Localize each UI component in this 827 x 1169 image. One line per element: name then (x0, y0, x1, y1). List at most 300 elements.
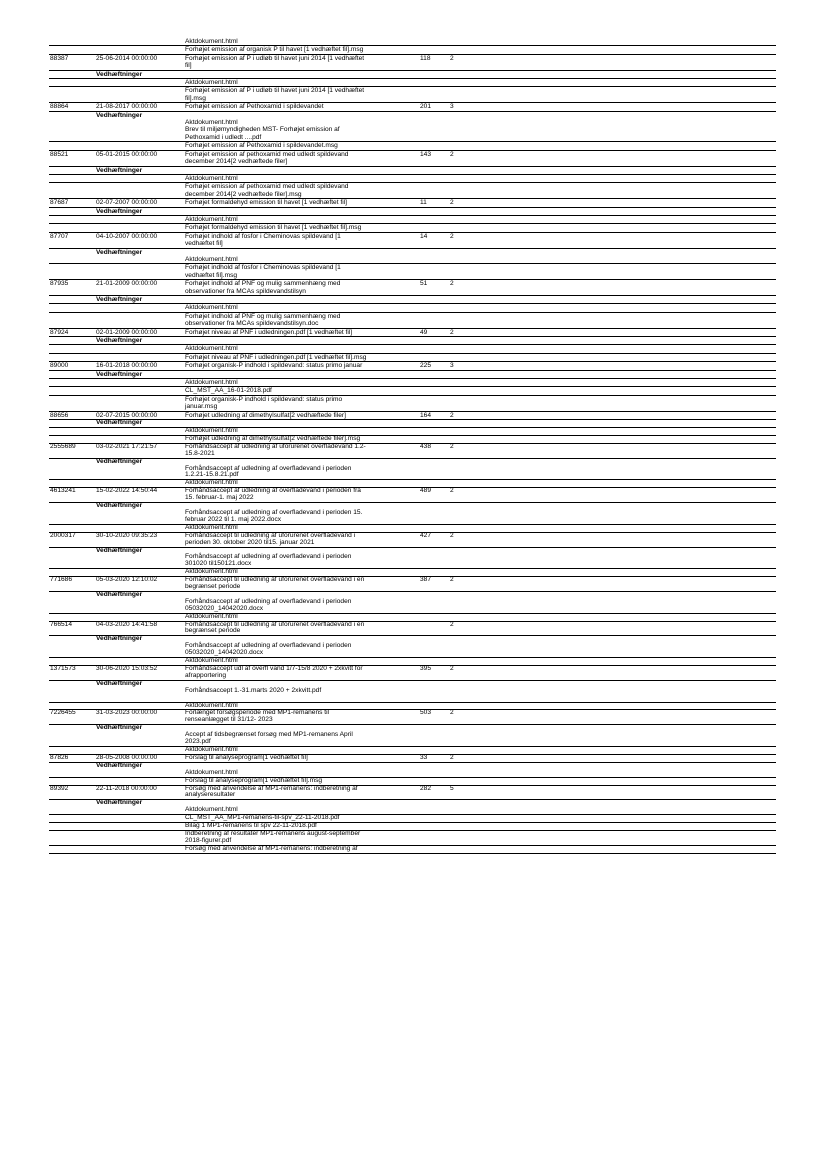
record-id (49, 87, 96, 102)
record-title: Forhåndsaccept af udledning af overfladevand i perioden 1.2.21-15.8.21.pdf (185, 464, 352, 479)
attachments-header-row (49, 763, 776, 770)
record-count: 2 (450, 709, 454, 717)
record-id (49, 831, 96, 845)
record-id (49, 592, 96, 599)
attachments-header-row (49, 420, 776, 428)
record-date (96, 436, 185, 443)
record-count (450, 592, 470, 599)
record-id (49, 614, 96, 621)
record-pages (420, 224, 450, 231)
record-date (96, 658, 185, 665)
record-pages (420, 599, 450, 613)
record-count (450, 725, 470, 732)
record-title (185, 420, 420, 427)
attachment-row (49, 658, 776, 666)
record-count (450, 436, 470, 443)
record-pages: 14 (420, 232, 428, 240)
record-id: 4613241 (50, 487, 76, 495)
attachment-row (49, 216, 776, 224)
record-pages: 49 (420, 328, 428, 336)
record-date (96, 770, 185, 777)
record-title: Accept af tidsbegrænset forsøg med MP1-remanens April 2023.pdf (185, 731, 353, 746)
record-id (49, 46, 96, 53)
attachments-label: Vedhæftninger (96, 296, 143, 303)
record-title: Aktdokument.html Brev til miljømyndigheden MST- Forhøjet emission af Pethoxamid i udledt ....pdf (185, 119, 340, 141)
record-id (49, 503, 96, 510)
record-date: 30-06-2020 15:03:52 (96, 665, 158, 672)
record-pages (420, 569, 450, 576)
record-pages (420, 428, 450, 435)
record-title: Aktdokument.html (185, 174, 238, 182)
record-id (49, 569, 96, 576)
attachment-row (49, 466, 776, 481)
record-id: 2000317 (50, 531, 76, 539)
record-pages: 438 (420, 442, 432, 450)
record-date (96, 387, 185, 394)
record-row (49, 329, 776, 337)
record-pages (420, 688, 450, 702)
record-count (450, 703, 470, 710)
record-title (185, 71, 420, 78)
record-row (49, 577, 776, 592)
record-date: 28-05-2008 00:00:00 (96, 753, 158, 761)
record-pages: 225 (420, 362, 432, 370)
record-date (96, 778, 185, 785)
record-id (49, 658, 96, 665)
record-count (450, 175, 470, 182)
record-pages: 11 (420, 199, 427, 207)
record-count: 2 (450, 328, 454, 336)
attachments-header-row (49, 71, 776, 79)
record-count: 2 (450, 411, 454, 419)
record-pages (420, 79, 450, 86)
record-count (450, 387, 470, 394)
record-count (450, 46, 470, 53)
record-pages (420, 636, 450, 643)
record-title: Forhåndsaccept af udledning af overfladevand i perioden fra 15. februar-1. maj 2022 (185, 487, 361, 502)
record-pages (420, 167, 450, 174)
record-count: 2 (450, 54, 454, 62)
record-date: 02-07-2007 00:00:00 (96, 199, 158, 207)
record-title: Aktdokument.html (185, 479, 238, 487)
record-pages (420, 831, 450, 845)
record-title: Bilag 1 MP1-remanens til spv 22-11-2018.pdf (185, 822, 317, 830)
record-count: 2 (450, 280, 454, 288)
record-title (185, 208, 420, 215)
record-count: 2 (450, 487, 454, 495)
record-count (450, 396, 470, 411)
record-id (49, 480, 96, 487)
record-title: Forhøjet indhold af PNF og mulig sammenhæng med observationer fra MCAs spildevandstilsyn.doc (185, 312, 341, 328)
record-date (96, 599, 185, 613)
record-title: Aktdokument.html (185, 255, 238, 263)
record-pages (420, 379, 450, 386)
attachments-label: Vedhæftninger (96, 799, 143, 807)
record-id: 1371573 (50, 665, 76, 672)
record-id: 88864 (50, 103, 69, 111)
record-title: Aktdokument.html (185, 568, 238, 576)
record-count: 5 (450, 784, 454, 792)
record-count (450, 71, 470, 78)
record-title: Forhåndsaccept til udledning af uforurenet overfladevand i en begrænset periode (185, 620, 365, 635)
record-pages (420, 436, 450, 443)
record-id (49, 304, 96, 311)
record-count (450, 643, 470, 657)
record-id (49, 224, 96, 231)
record-pages (420, 304, 450, 311)
record-count (450, 815, 470, 822)
attachment-row (49, 87, 776, 103)
record-title: Aktdokument.html (185, 79, 238, 87)
record-pages (420, 778, 450, 785)
record-pages (420, 548, 450, 555)
record-title: Forhøjet udledning af dimethylsulfat[2 vedhæftede filer].msg (185, 434, 361, 442)
record-id: 87935 (50, 280, 69, 288)
record-date (96, 264, 185, 279)
record-row (49, 444, 776, 459)
record-pages (420, 142, 450, 149)
record-count: 2 (450, 150, 454, 158)
record-title: Forsøg med anvendelse af MP1-remanens: indberetning af (185, 844, 358, 852)
record-count (450, 428, 470, 435)
record-pages (420, 658, 450, 665)
record-title: Forhøjet indhold af fosfor i Cheminovas spildevand [1 vedhæftet fil].msg (185, 264, 341, 279)
record-date (96, 831, 185, 845)
record-row (49, 710, 776, 725)
record-pages: 164 (420, 411, 432, 419)
record-pages (420, 554, 450, 568)
attachment-row (49, 846, 776, 854)
record-id (49, 436, 96, 443)
record-pages (420, 770, 450, 777)
attachments-header-row (49, 112, 776, 119)
attachments-label: Vedhæftninger (96, 679, 143, 687)
record-count (450, 747, 470, 754)
attachments-label: Vedhæftninger (96, 370, 143, 378)
record-count (450, 548, 470, 555)
attachment-row (49, 614, 776, 622)
record-date: 22-11-2018 00:00:00 (96, 784, 157, 792)
attachments-label: Vedhæftninger (96, 724, 143, 732)
record-date: 03-02-2021 17:21:57 (96, 442, 158, 450)
attachments-label: Vedhæftninger (96, 502, 143, 510)
attachment-row (49, 379, 776, 387)
record-id (49, 167, 96, 174)
record-pages (420, 337, 450, 344)
record-row (49, 362, 776, 370)
record-id (49, 249, 96, 256)
record-title: Forlænget forsøgsperiode med MP1-remanens til renseanlægget til 31/12- 2023 (185, 709, 330, 724)
attachment-row (49, 525, 776, 533)
record-title: Forhøjet niveau af PNF i udledningen.pdf [1 vedhæftet fil].msg (185, 353, 367, 361)
record-date (96, 224, 185, 231)
record-id (49, 800, 96, 807)
record-row (49, 488, 776, 503)
record-id: 7226455 (50, 709, 76, 717)
attachments-label: Vedhæftninger (96, 248, 143, 256)
attachments-header-row (49, 503, 776, 510)
attachment-row (49, 510, 776, 525)
record-id: 771686 (50, 576, 73, 584)
record-id (49, 428, 96, 435)
record-count: 2 (450, 665, 454, 672)
record-count (450, 296, 470, 303)
record-pages: 282 (420, 784, 432, 792)
attachments-label: Vedhæftninger (96, 546, 143, 554)
record-count (450, 38, 470, 45)
record-date: 16-01-2018 00:00:00 (96, 362, 158, 370)
record-id (49, 763, 96, 770)
record-title: Forslag til analyseprogram[1 vedhæftet fil] (185, 753, 308, 761)
record-pages: 503 (420, 709, 432, 717)
attachment-row (49, 396, 776, 412)
attachments-label: Vedhæftninger (96, 337, 143, 345)
record-title: Forhøjet emission af P i udløb til havet juni 2014 [1 vedhæftet fil] (185, 54, 365, 70)
record-row (49, 151, 776, 167)
record-date (96, 183, 185, 198)
record-pages (420, 823, 450, 830)
record-count: 3 (450, 362, 454, 370)
record-pages (420, 614, 450, 621)
record-title: Aktdokument.html (185, 345, 238, 353)
record-id (49, 725, 96, 732)
attachment-row (49, 807, 776, 815)
record-id: 2555689 (50, 442, 76, 450)
record-date: 02-01-2009 00:00:00 (96, 328, 158, 336)
record-date (96, 525, 185, 532)
record-id (49, 79, 96, 86)
record-title: Forhøjet emission af Pethoxamid i spildevandet (185, 103, 324, 111)
record-pages (420, 459, 450, 466)
record-count (450, 823, 470, 830)
record-count: 2 (450, 199, 454, 207)
record-count (450, 208, 470, 215)
record-date (96, 510, 185, 524)
record-row (49, 666, 776, 681)
attachment-row (49, 264, 776, 280)
record-date: 04-10-2007 00:00:00 (96, 232, 158, 240)
attachment-row (49, 46, 776, 54)
record-count (450, 554, 470, 568)
record-title: Forhåndsaccept udl af overfl vand 1/7-15/8 2020 + 2xkvitt for afrapportering (185, 665, 363, 679)
attachments-label: Vedhæftninger (96, 70, 143, 78)
record-id: 87687 (50, 199, 69, 207)
record-title: Aktdokument.html (185, 379, 238, 387)
record-date (96, 256, 185, 263)
attachments-header-row (49, 681, 776, 688)
record-title: Forslag til analyseprogram[1 vedhæftet fil].msg (185, 776, 323, 784)
record-count: 2 (450, 753, 454, 761)
record-id (49, 71, 96, 78)
record-title: Aktdokument.html (185, 304, 238, 312)
record-date: 31-03-2023 00:00:00 (96, 709, 158, 717)
record-title: Aktdokument.html (185, 612, 238, 620)
record-date (96, 614, 185, 621)
attachment-row (49, 387, 776, 395)
attachment-row (49, 688, 776, 703)
record-id (49, 846, 96, 853)
record-title: Aktdokument.html (185, 745, 238, 753)
attachment-row (49, 119, 776, 142)
record-title: Forhøjet niveau af PNF i udledningen.pdf [1 vedhæftet fil] (185, 328, 353, 336)
record-pages: 387 (420, 576, 432, 584)
record-pages: 33 (420, 753, 428, 761)
record-id (49, 387, 96, 394)
attachment-row (49, 38, 776, 46)
record-date (96, 119, 185, 141)
attachment-row (49, 480, 776, 488)
record-count (450, 658, 470, 665)
record-count (450, 420, 470, 427)
record-pages (420, 466, 450, 480)
attachment-row (49, 815, 776, 823)
attachment-row (49, 747, 776, 755)
record-count: 2 (450, 620, 454, 628)
record-id (49, 703, 96, 710)
record-date (96, 38, 185, 45)
record-title: Aktdokument.html (185, 768, 238, 776)
record-pages (420, 763, 450, 770)
attachments-header-row (49, 800, 776, 807)
record-pages (420, 87, 450, 102)
record-pages: 143 (420, 150, 432, 158)
record-count (450, 732, 470, 746)
record-count (450, 87, 470, 102)
attachment-row (49, 703, 776, 711)
record-date: 15-02-2022 14:50:44 (96, 487, 158, 495)
attachments-header-row (49, 371, 776, 379)
record-title: Aktdokument.html (185, 427, 238, 434)
attachment-row (49, 436, 776, 444)
attachment-row (49, 183, 776, 199)
record-pages (420, 480, 450, 487)
record-id (49, 643, 96, 657)
document-table (49, 38, 776, 854)
record-pages (420, 296, 450, 303)
attachments-header-row (49, 249, 776, 256)
record-id (49, 371, 96, 378)
attachments-label: Vedhæftninger (96, 207, 143, 215)
record-count (450, 345, 470, 352)
record-count (450, 681, 470, 688)
record-title: Forhøjet udledning af dimethylsulfat[2 vedhæftede filer] (185, 411, 346, 419)
record-count (450, 688, 470, 702)
record-date (96, 643, 185, 657)
record-id (49, 142, 96, 149)
record-row (49, 280, 776, 296)
record-date: 04-03-2020 14:41:58 (96, 620, 158, 628)
record-title: Forhøjet formaldehyd emission til havet [1 vedhæftet fil] (185, 199, 347, 207)
record-id: 88521 (50, 150, 69, 158)
record-pages (420, 643, 450, 657)
record-count: 2 (450, 232, 454, 240)
record-title: CL_MST_AA_16-01-2018.pdf (185, 387, 272, 395)
record-title: Aktdokument.html (185, 806, 238, 814)
record-date (96, 480, 185, 487)
record-row (49, 622, 776, 637)
record-id (49, 681, 96, 688)
record-date (96, 815, 185, 822)
record-id (49, 296, 96, 303)
record-count (450, 466, 470, 480)
record-id: 89000 (50, 362, 69, 370)
record-count: 2 (450, 531, 454, 539)
attachments-header-row (49, 167, 776, 175)
record-pages: 51 (420, 280, 428, 288)
record-pages (420, 175, 450, 182)
record-pages (420, 208, 450, 215)
record-pages: 118 (420, 54, 431, 62)
record-pages (420, 264, 450, 279)
record-id (49, 770, 96, 777)
attachment-row (49, 79, 776, 87)
record-pages (420, 112, 450, 119)
record-date: 05-01-2015 00:00:00 (96, 150, 158, 158)
record-date (96, 688, 185, 702)
record-row (49, 55, 776, 71)
record-date (96, 747, 185, 754)
record-title: Aktdokument.html (185, 215, 238, 223)
record-row (49, 412, 776, 420)
record-pages (420, 846, 450, 853)
attachments-label: Vedhæftninger (96, 761, 143, 769)
record-pages (420, 216, 450, 223)
record-date (96, 823, 185, 830)
record-count (450, 79, 470, 86)
record-id (49, 379, 96, 386)
record-id: 87707 (50, 232, 69, 240)
record-pages (420, 71, 450, 78)
attachments-header-row (49, 296, 776, 304)
record-title (185, 371, 420, 378)
record-id (49, 747, 96, 754)
attachments-header-row (49, 636, 776, 643)
record-pages (420, 703, 450, 710)
record-pages (420, 525, 450, 532)
record-count (450, 846, 470, 853)
record-count (450, 778, 470, 785)
record-row (49, 533, 776, 548)
attachment-row (49, 599, 776, 614)
record-count (450, 304, 470, 311)
record-id (49, 183, 96, 198)
record-date (96, 175, 185, 182)
record-pages (420, 747, 450, 754)
record-date (96, 304, 185, 311)
record-count (450, 807, 470, 814)
record-pages: 489 (420, 487, 432, 495)
record-row (49, 755, 776, 763)
attachment-row (49, 732, 776, 747)
record-title: Forhåndsaccept af udledning af overfladevand i perioden 301020 til150121.docx (185, 553, 352, 568)
record-title (185, 112, 420, 119)
record-title: Forhåndsaccept af udledning af overfladevand i perioden 05032020_14042020.docx (185, 642, 352, 657)
record-title: Forsøg med anvendelse af MP1-remanens: indberetning af analyseresultater (185, 784, 358, 799)
record-count (450, 354, 470, 361)
record-title (185, 296, 420, 303)
attachments-label: Vedhæftninger (96, 635, 143, 643)
record-count (450, 569, 470, 576)
record-title: Forhåndsaccept af udledning af uforurenet overfladevand 1.2- 15.8-2021 (185, 442, 366, 457)
record-title: Forhøjet emission af Pethoxamid i spildevandet.msg (185, 142, 338, 150)
record-id (49, 112, 96, 119)
record-id (49, 548, 96, 555)
record-count: 2 (450, 442, 454, 450)
record-pages (420, 183, 450, 198)
record-id (49, 807, 96, 814)
attachment-row (49, 256, 776, 264)
record-pages (420, 38, 450, 45)
